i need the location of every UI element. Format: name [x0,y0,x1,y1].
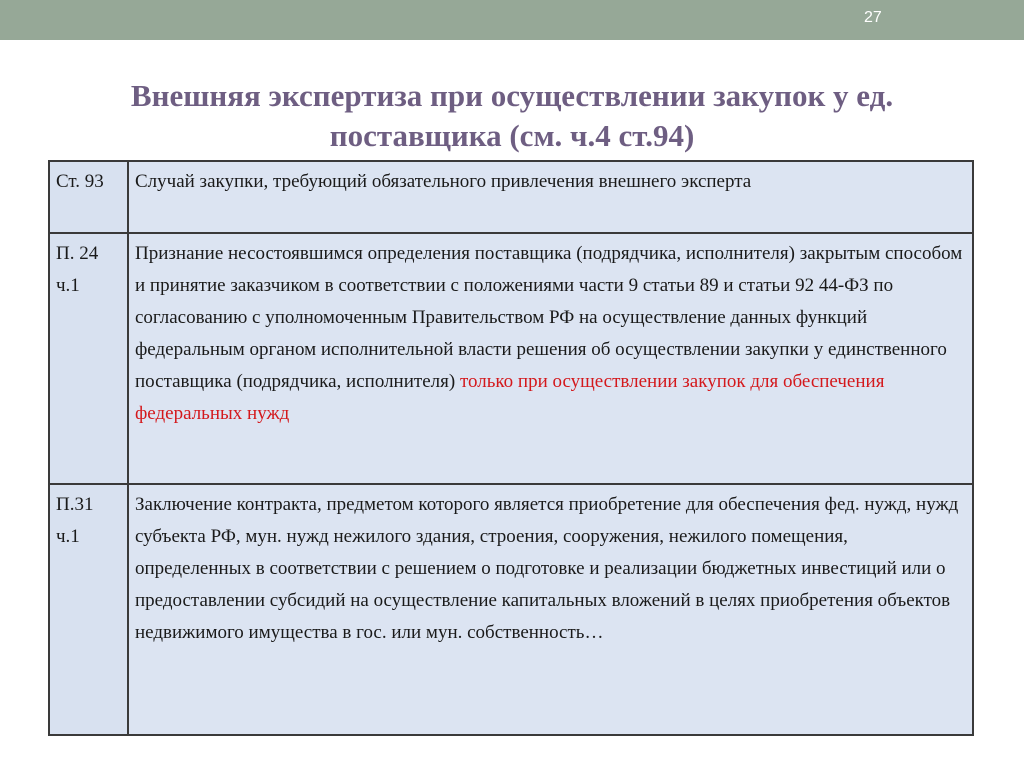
article-part: ч.1 [56,275,80,296]
table-row [49,233,973,484]
highlighted-condition: только при осуществлении закупок для обеспечения федеральных нужд [135,371,885,424]
slide-number: 27 [864,9,882,26]
article-reference: П.31 [56,494,94,515]
case-description: Заключение контракта, предметом которого является приобретение для обеспечения фед. нужд, нужд субъекта РФ, мун. нужд нежилого здания, строения, сооружения, нежилого помещения, определенных в соответствии с решением о подготовке и реализации бюджетных инвестиций или о предоставлении субсидий на осуществление капитальных вложений в целях приобретения объектов недвижимого имущества в гос. или мун. собственность… [135,494,959,643]
table-row [49,161,973,233]
article-reference: Ст. 93 [56,171,104,192]
table-row [49,484,973,735]
article-reference-cell [49,484,128,735]
purchase-cases-table [48,160,974,736]
article-reference-cell [49,233,128,484]
case-description-cell [128,233,973,484]
article-part: ч.1 [56,526,80,547]
slide-title-line-1: Внешняя экспертиза при осуществлении закупок у ед. [130,78,894,113]
case-description: Признание несостоявшимся определения поставщика (подрядчика, исполнителя) закрытым способом и принятие заказчиком в соответствии с положениями части 9 статьи 89 и статьи 92 44-ФЗ по согласованию с уполномоченным Правительством РФ на осуществление данных функций федеральным органом исполнительной власти решения об осуществлении закупки у единственного поставщика (подрядчика, исполнителя) [135,243,963,392]
case-description-cell [128,484,973,735]
slide-title-line-2: поставщика (см. ч.4 ст.94) [329,118,695,153]
case-description-cell [128,161,973,233]
slide-title [60,76,964,156]
article-reference: П. 24 [56,243,99,264]
top-bar [0,0,1024,40]
case-description: Случай закупки, требующий обязательного привлечения внешнего эксперта [135,171,752,192]
article-reference-cell [49,161,128,233]
